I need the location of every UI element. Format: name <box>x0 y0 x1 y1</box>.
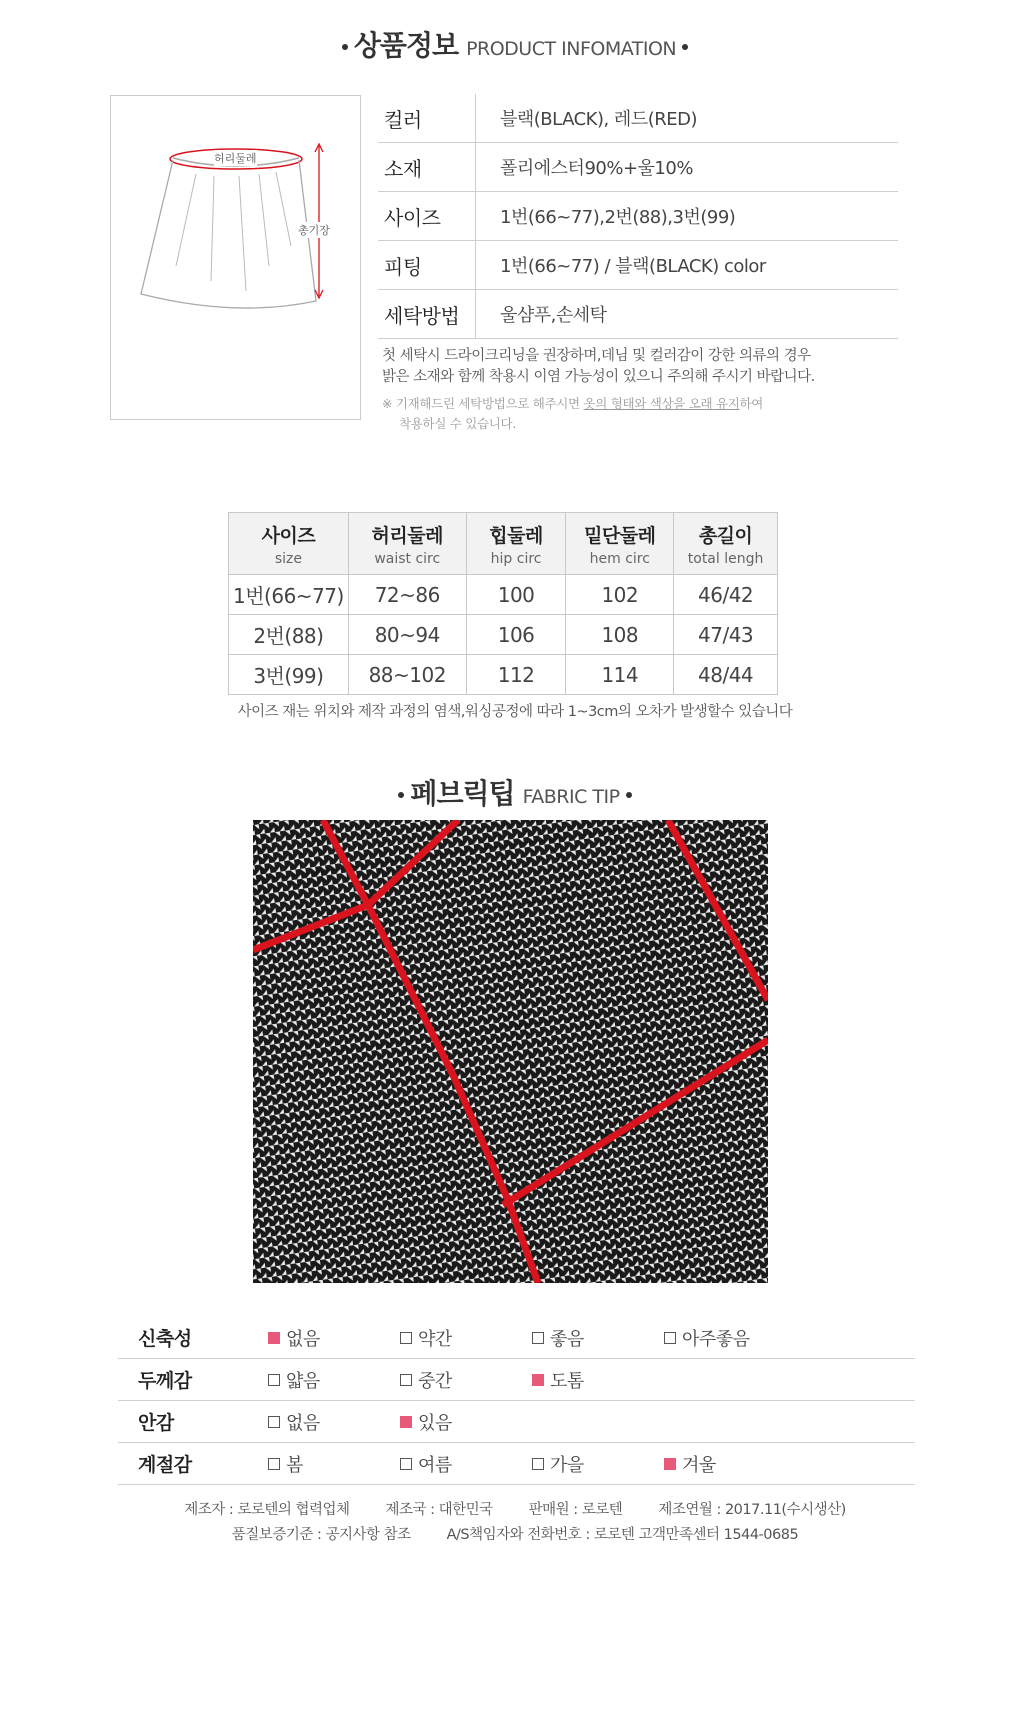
bullet-dot-icon <box>398 792 404 798</box>
fabric-tip-table <box>118 1317 915 1485</box>
tip-row-lining <box>118 1401 915 1443</box>
product-info-table <box>378 94 898 339</box>
info-value: 1번(66~77) / 블랙(BLACK) color <box>500 256 766 277</box>
info-value: 블랙(BLACK), 레드(RED) <box>500 109 697 130</box>
tip-option <box>400 1325 532 1351</box>
tip-option-label: 가을 <box>550 1454 584 1476</box>
checkbox-icon <box>532 1332 544 1344</box>
checkbox-checked-icon <box>268 1332 280 1344</box>
title-ko: 상품정보 <box>353 29 459 62</box>
footer-line-1 <box>0 1498 1030 1519</box>
table-cell: 102 <box>566 575 674 615</box>
checkbox-icon <box>400 1332 412 1344</box>
tip-option <box>268 1325 400 1351</box>
tip-option-label: 좋음 <box>550 1328 584 1350</box>
tip-row-thickness <box>118 1359 915 1401</box>
tip-option-label: 중간 <box>418 1370 452 1392</box>
header-length: 총길이 total lengh <box>674 513 778 575</box>
checkbox-checked-icon <box>532 1374 544 1386</box>
tip-option <box>532 1325 664 1351</box>
table-cell: 88~102 <box>348 655 466 695</box>
checkbox-icon <box>268 1458 280 1470</box>
tip-option <box>268 1409 400 1435</box>
table-cell: 112 <box>466 655 566 695</box>
table-cell: 1번(66~77) <box>229 575 349 615</box>
bullet-dot-icon <box>626 792 632 798</box>
info-label: 소재 <box>378 143 476 191</box>
tip-option-label: 여름 <box>418 1454 452 1476</box>
tip-option-label: 있음 <box>418 1412 452 1434</box>
tip-option <box>532 1367 664 1393</box>
checkbox-checked-icon <box>664 1458 676 1470</box>
tip-option <box>664 1325 796 1351</box>
tip-option-label: 얇음 <box>286 1370 320 1392</box>
tip-option <box>400 1367 532 1393</box>
wash-note-line: 밝은 소재와 함께 착용시 이염 가능성이 있으니 주의해 주시기 바랍니다. <box>382 369 815 385</box>
footer-as: A/S책임자와 전화번호 : 로로텐 고객만족센터 1544-0685 <box>446 1527 799 1543</box>
tip-row-season <box>118 1443 915 1485</box>
info-row-fitting <box>378 241 898 290</box>
table-row <box>229 655 778 695</box>
title-en: PRODUCT INFOMATION <box>466 38 677 60</box>
info-value: 1번(66~77),2번(88),3번(99) <box>500 207 736 228</box>
header-hip: 힙둘레 hip circ <box>466 513 566 575</box>
table-row <box>229 575 778 615</box>
care-note <box>382 394 902 434</box>
tip-option-label: 약간 <box>418 1328 452 1350</box>
info-label: 세탁방법 <box>378 290 476 338</box>
tip-option <box>664 1451 796 1477</box>
wash-note-line: 첫 세탁시 드라이크리닝을 권장하며,데님 및 컬러감이 강한 의류의 경우 <box>382 348 811 364</box>
title-ko: 페브릭팁 <box>410 777 515 810</box>
table-cell: 106 <box>466 615 566 655</box>
info-label: 피팅 <box>378 241 476 289</box>
checkbox-icon <box>664 1332 676 1344</box>
care-note-underline: 옷의 형태와 색상을 오래 유지 <box>583 396 740 411</box>
checkbox-icon <box>400 1374 412 1386</box>
care-note-line <box>382 394 902 414</box>
checkbox-icon <box>400 1458 412 1470</box>
tip-option-label: 없음 <box>286 1328 320 1350</box>
info-row-size <box>378 192 898 241</box>
tip-option <box>268 1367 400 1393</box>
fabric-image <box>253 820 768 1283</box>
tip-row-stretch <box>118 1317 915 1359</box>
table-cell: 72~86 <box>348 575 466 615</box>
title-en: FABRIC TIP <box>522 786 620 808</box>
footer-line-2 <box>0 1523 1030 1544</box>
header-hem: 밑단둘레 hem circ <box>566 513 674 575</box>
footer-warranty: 품질보증기준 : 공지사항 참조 <box>231 1527 411 1543</box>
footer-maker: 제조자 : 로로텐의 협력업체 <box>184 1502 350 1518</box>
tip-label: 두께감 <box>138 1370 192 1392</box>
product-info-title <box>0 24 1030 64</box>
length-label: 총기장 <box>298 224 330 237</box>
table-cell: 114 <box>566 655 674 695</box>
tip-option-label: 없음 <box>286 1412 320 1434</box>
size-note: 사이즈 재는 위치와 제작 과정의 염색,워싱공정에 따라 1~3cm의 오차가 발생할수 있습니다 <box>237 704 793 720</box>
header-waist: 허리둘레 waist circ <box>348 513 466 575</box>
info-row-material <box>378 143 898 192</box>
footer-country: 제조국 : 대한민국 <box>385 1502 493 1518</box>
info-row-washing <box>378 290 898 339</box>
tip-option-label: 아주좋음 <box>682 1328 750 1350</box>
table-cell: 46/42 <box>674 575 778 615</box>
checkbox-icon <box>532 1458 544 1470</box>
footer-date: 제조연월 : 2017.11(수시생산) <box>658 1502 846 1518</box>
skirt-outline-icon <box>111 96 362 421</box>
checkbox-icon <box>268 1374 280 1386</box>
care-note-text: ※ 기재해드린 세탁방법으로 해주시면 <box>382 396 584 411</box>
waist-label: 허리둘레 <box>214 152 257 165</box>
tip-option-label: 도톰 <box>550 1370 584 1392</box>
skirt-diagram <box>110 95 361 420</box>
tip-label: 신축성 <box>138 1328 192 1350</box>
table-cell: 100 <box>466 575 566 615</box>
care-note-text: 하여 <box>739 396 764 411</box>
bullet-dot-icon <box>342 44 348 50</box>
table-cell: 3번(99) <box>229 655 349 695</box>
fabric-tip-title <box>0 772 1030 812</box>
table-cell: 2번(88) <box>229 615 349 655</box>
size-table <box>228 512 778 695</box>
tip-option-label: 겨울 <box>682 1454 716 1476</box>
table-cell: 47/43 <box>674 615 778 655</box>
tip-option <box>400 1451 532 1477</box>
size-table-header <box>229 513 778 575</box>
care-note-line: 착용하실 수 있습니다. <box>399 416 516 431</box>
checkbox-checked-icon <box>400 1416 412 1428</box>
table-cell: 80~94 <box>348 615 466 655</box>
info-value: 울샴푸,손세탁 <box>500 305 607 326</box>
wash-note <box>382 346 902 388</box>
tip-option-label: 봄 <box>286 1454 303 1476</box>
info-label: 컬러 <box>378 94 476 142</box>
footer-seller: 판매원 : 로로텐 <box>528 1502 623 1518</box>
info-label: 사이즈 <box>378 192 476 240</box>
header-size: 사이즈 size <box>229 513 349 575</box>
tip-option <box>532 1451 664 1477</box>
table-row <box>229 615 778 655</box>
tip-option <box>268 1451 400 1477</box>
info-row-color <box>378 94 898 143</box>
table-cell: 108 <box>566 615 674 655</box>
info-value: 폴리에스터90%+울10% <box>500 158 693 179</box>
checkbox-icon <box>268 1416 280 1428</box>
table-cell: 48/44 <box>674 655 778 695</box>
tip-label: 계절감 <box>138 1454 192 1476</box>
bullet-dot-icon <box>682 44 688 50</box>
tip-option <box>400 1409 532 1435</box>
tip-label: 안감 <box>138 1412 174 1434</box>
houndstooth-fabric-icon <box>253 820 768 1283</box>
